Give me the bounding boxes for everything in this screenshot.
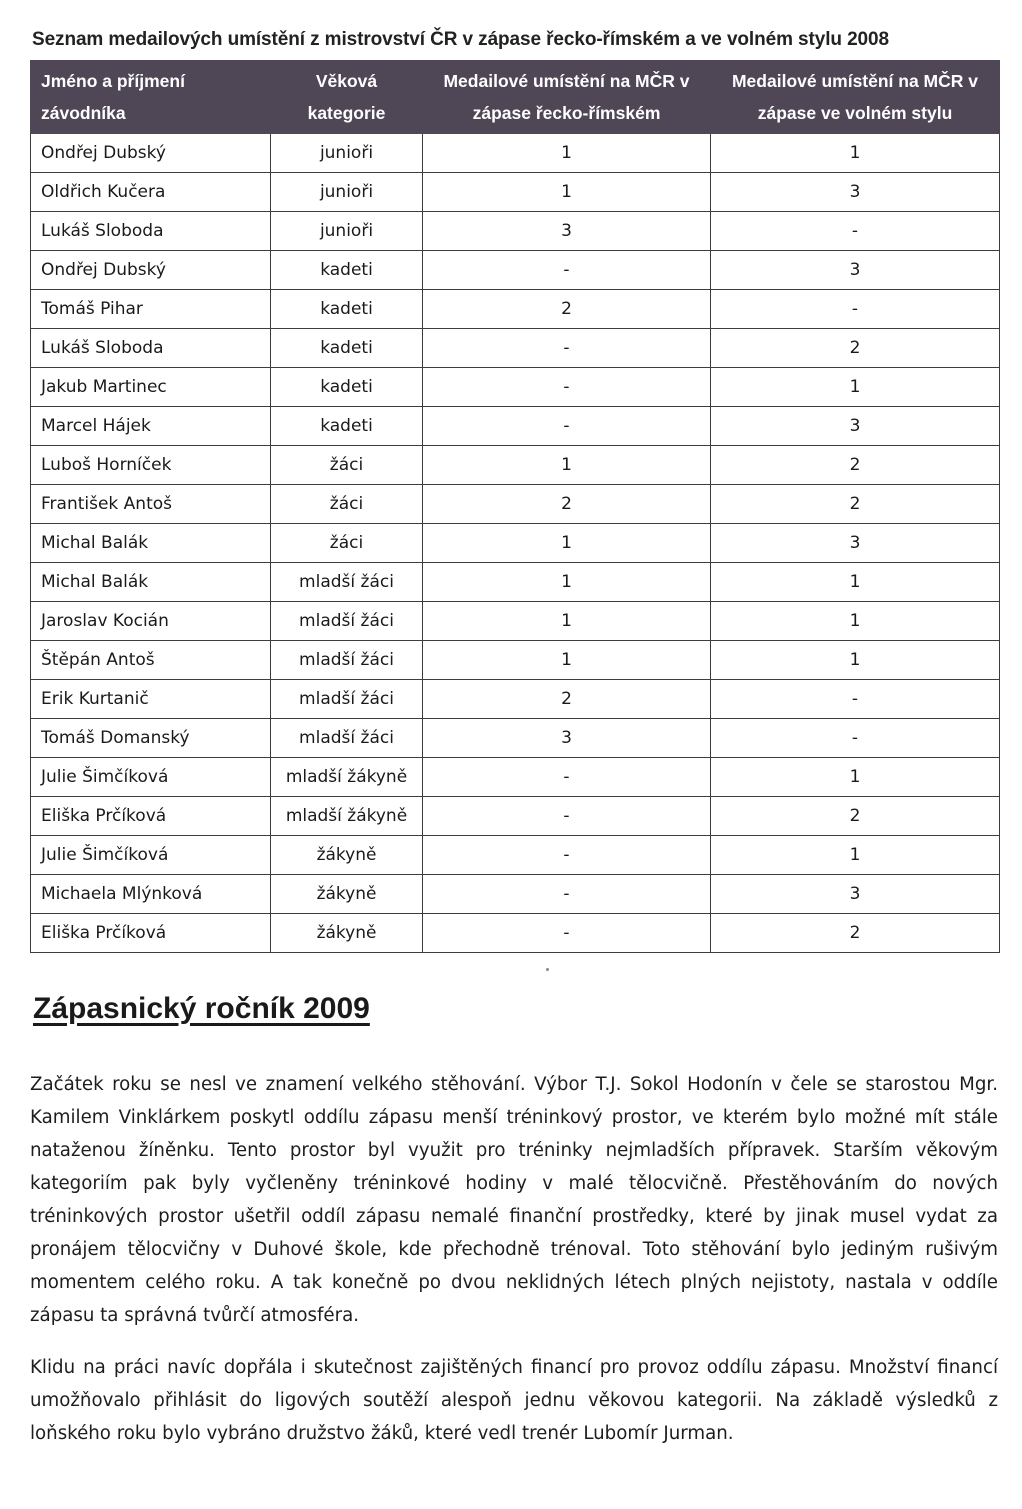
cell-greco-roman: 2 — [423, 290, 711, 329]
cell-freestyle: - — [711, 680, 1000, 719]
cell-age-category: žákyně — [271, 875, 423, 914]
cell-name: Lukáš Sloboda — [31, 329, 271, 368]
cell-freestyle: 3 — [711, 524, 1000, 563]
cell-name: Eliška Prčíková — [31, 914, 271, 953]
cell-greco-roman: - — [423, 758, 711, 797]
table-row — [31, 329, 1000, 368]
table-row — [31, 485, 1000, 524]
table-row — [31, 797, 1000, 836]
cell-age-category: kadeti — [271, 368, 423, 407]
cell-freestyle: 3 — [711, 875, 1000, 914]
cell-greco-roman: - — [423, 368, 711, 407]
cell-freestyle: 1 — [711, 836, 1000, 875]
cell-age-category: junioři — [271, 134, 423, 173]
cell-freestyle: 1 — [711, 758, 1000, 797]
cell-age-category: junioři — [271, 173, 423, 212]
table-row — [31, 251, 1000, 290]
cell-age-category: žákyně — [271, 914, 423, 953]
cell-age-category: mladší žákyně — [271, 758, 423, 797]
cell-greco-roman: 1 — [423, 602, 711, 641]
section-heading: Zápasnický ročník 2009 — [33, 992, 370, 1025]
cell-greco-roman: - — [423, 329, 711, 368]
cell-greco-roman: - — [423, 875, 711, 914]
cell-greco-roman: 2 — [423, 680, 711, 719]
cell-freestyle: 1 — [711, 602, 1000, 641]
cell-name: Michal Balák — [31, 563, 271, 602]
cell-age-category: žáci — [271, 485, 423, 524]
table-row — [31, 212, 1000, 251]
table-body — [31, 134, 1000, 953]
cell-age-category: mladší žákyně — [271, 797, 423, 836]
cell-name: Julie Šimčíková — [31, 758, 271, 797]
cell-greco-roman: - — [423, 914, 711, 953]
table-row — [31, 407, 1000, 446]
table-row — [31, 875, 1000, 914]
header-greco-roman: Medailové umístění na MČR v zápase řecko-římském — [423, 61, 711, 134]
cell-age-category: mladší žáci — [271, 602, 423, 641]
cell-freestyle: 1 — [711, 134, 1000, 173]
table-row — [31, 290, 1000, 329]
paragraph: Začátek roku se nesl ve znamení velkého stěhování. Výbor T.J. Sokol Hodonín v čele se starostou Mgr. Kamilem Vinklárkem poskytl oddílu zápasu menší tréninkový prostor, ve kterém bylo možné mít stále nataženou žíněnku. Tento prostor byl využit pro tréninky nejmladších přípravek. Starším věkovým kategoriím pak byly vyčleněny tréninkové hodiny v malé tělocvičně. Přestěhováním do nových tréninkových prostor ušetřil oddíl zápasu nemalé finanční prostředky, které by jinak musel vydat za pronájem tělocvičny v Duhové škole, kde přechodně trénoval. Toto stěhování bylo jediným rušivým momentem celého roku. A tak konečně po dvou neklidných létech plných nejistoty, nastala v oddíle zápasu ta správná tvůrčí atmosféra. — [30, 1074, 998, 1326]
cell-greco-roman: 2 — [423, 485, 711, 524]
table-row — [31, 563, 1000, 602]
table-row — [31, 680, 1000, 719]
cell-age-category: kadeti — [271, 251, 423, 290]
cell-freestyle: 1 — [711, 641, 1000, 680]
cell-freestyle: 2 — [711, 797, 1000, 836]
cell-greco-roman: 1 — [423, 524, 711, 563]
cell-age-category: kadeti — [271, 329, 423, 368]
cell-name: Erik Kurtanič — [31, 680, 271, 719]
header-freestyle: Medailové umístění na MČR v zápase ve volném stylu — [711, 61, 1000, 134]
cell-name: František Antoš — [31, 485, 271, 524]
cell-name: Marcel Hájek — [31, 407, 271, 446]
cell-greco-roman: - — [423, 407, 711, 446]
cell-freestyle: 3 — [711, 407, 1000, 446]
cell-greco-roman: 3 — [423, 212, 711, 251]
cell-freestyle: - — [711, 719, 1000, 758]
cell-name: Lukáš Sloboda — [31, 212, 271, 251]
medal-table — [30, 60, 1000, 953]
table-row — [31, 719, 1000, 758]
cell-age-category: žákyně — [271, 836, 423, 875]
cell-freestyle: 3 — [711, 251, 1000, 290]
table-row — [31, 602, 1000, 641]
header-age-category: Věková kategorie — [271, 61, 423, 134]
cell-age-category: žáci — [271, 524, 423, 563]
header-name: Jméno a příjmení závodníka — [31, 61, 271, 134]
cell-name: Jakub Martinec — [31, 368, 271, 407]
scan-speck — [546, 968, 549, 971]
cell-freestyle: - — [711, 290, 1000, 329]
cell-name: Luboš Horníček — [31, 446, 271, 485]
cell-greco-roman: 1 — [423, 641, 711, 680]
cell-name: Michal Balák — [31, 524, 271, 563]
cell-name: Jaroslav Kocián — [31, 602, 271, 641]
cell-name: Eliška Prčíková — [31, 797, 271, 836]
cell-age-category: kadeti — [271, 407, 423, 446]
cell-freestyle: 1 — [711, 368, 1000, 407]
cell-greco-roman: - — [423, 797, 711, 836]
table-row — [31, 173, 1000, 212]
cell-name: Štěpán Antoš — [31, 641, 271, 680]
cell-age-category: junioři — [271, 212, 423, 251]
table-title: Seznam medailových umístění z mistrovství ČR v zápase řecko-římském a ve volném stylu 2008 — [32, 29, 889, 50]
cell-greco-roman: 1 — [423, 134, 711, 173]
table-header-row — [31, 61, 1000, 134]
table-row — [31, 914, 1000, 953]
cell-name: Tomáš Pihar — [31, 290, 271, 329]
cell-age-category: kadeti — [271, 290, 423, 329]
cell-age-category: žáci — [271, 446, 423, 485]
cell-freestyle: 2 — [711, 329, 1000, 368]
table-row — [31, 758, 1000, 797]
cell-greco-roman: 3 — [423, 719, 711, 758]
cell-age-category: mladší žáci — [271, 563, 423, 602]
cell-freestyle: 2 — [711, 914, 1000, 953]
table-row — [31, 446, 1000, 485]
cell-greco-roman: 1 — [423, 173, 711, 212]
table-row — [31, 641, 1000, 680]
cell-freestyle: 2 — [711, 485, 1000, 524]
cell-freestyle: 2 — [711, 446, 1000, 485]
cell-name: Ondřej Dubský — [31, 251, 271, 290]
cell-age-category: mladší žáci — [271, 641, 423, 680]
table-row — [31, 836, 1000, 875]
cell-age-category: mladší žáci — [271, 719, 423, 758]
cell-greco-roman: - — [423, 836, 711, 875]
cell-name: Ondřej Dubský — [31, 134, 271, 173]
cell-name: Michaela Mlýnková — [31, 875, 271, 914]
cell-name: Julie Šimčíková — [31, 836, 271, 875]
cell-freestyle: - — [711, 212, 1000, 251]
cell-age-category: mladší žáci — [271, 680, 423, 719]
cell-greco-roman: 1 — [423, 563, 711, 602]
cell-greco-roman: 1 — [423, 446, 711, 485]
cell-name: Oldřich Kučera — [31, 173, 271, 212]
cell-name: Tomáš Domanský — [31, 719, 271, 758]
table-row — [31, 134, 1000, 173]
cell-freestyle: 1 — [711, 563, 1000, 602]
cell-freestyle: 3 — [711, 173, 1000, 212]
cell-greco-roman: - — [423, 251, 711, 290]
table-row — [31, 368, 1000, 407]
table-row — [31, 524, 1000, 563]
paragraph: Klidu na práci navíc dopřála i skutečnost zajištěných financí pro provoz oddílu zápasu. Množství financí umožňovalo přihlásit do ligových soutěží alespoň jednu věkovou kategorii. Na základě výsledků z loňského roku bylo vybráno družstvo žáků, které vedl trenér Lubomír Jurman. — [30, 1357, 998, 1444]
